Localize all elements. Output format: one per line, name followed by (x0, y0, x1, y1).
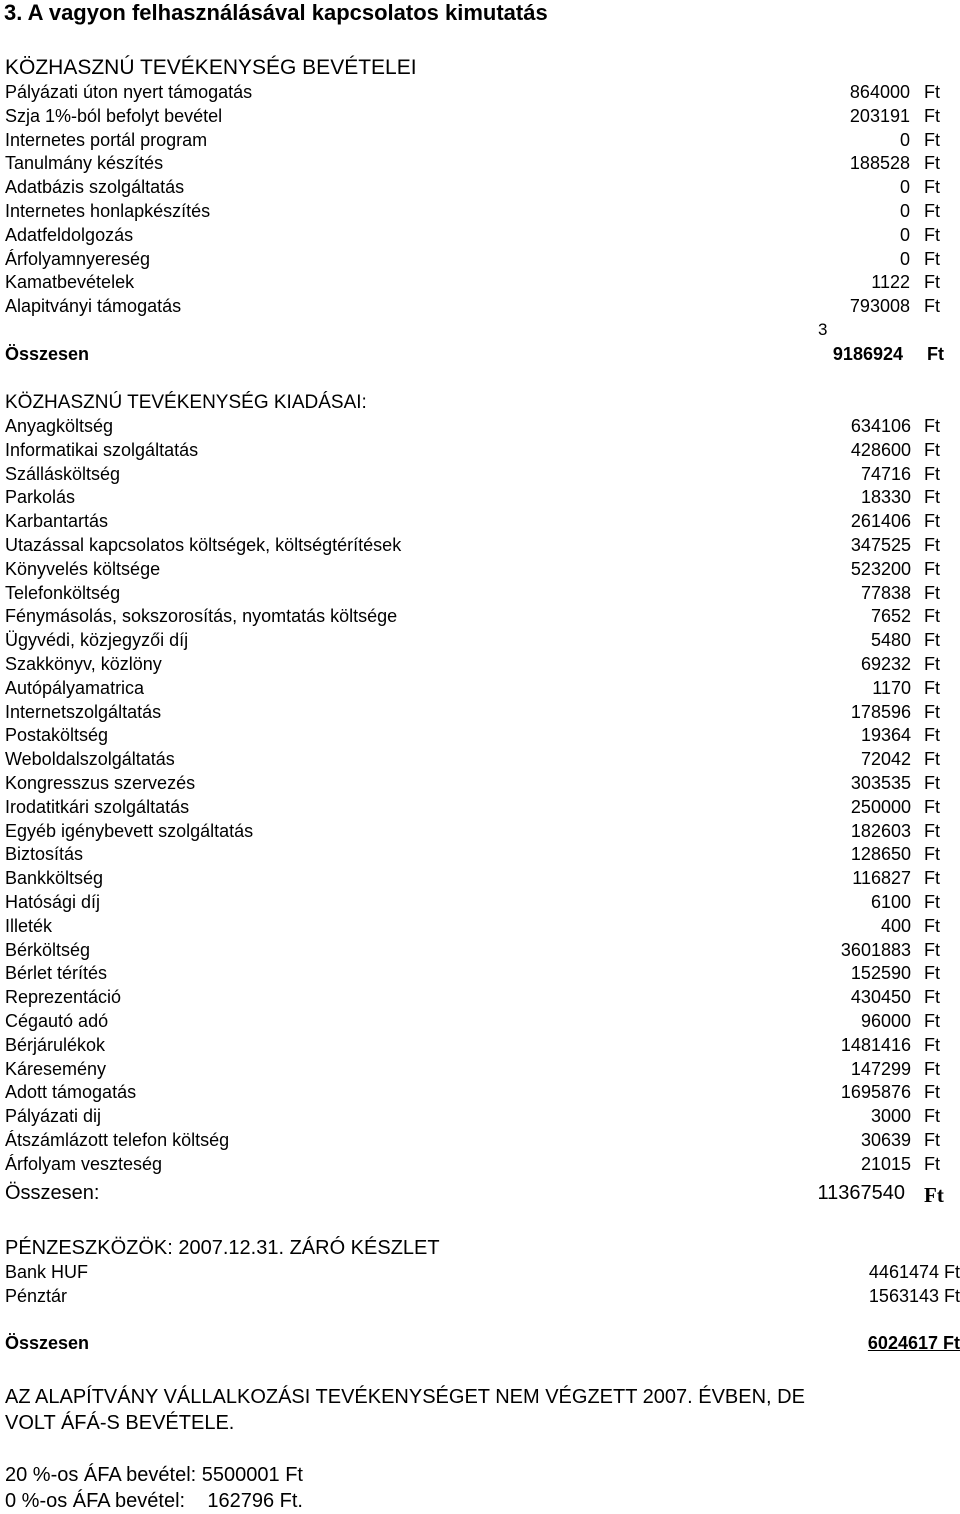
exp-row-value: 250000 (850, 796, 911, 817)
exp-row-value: 147299 (850, 1058, 911, 1079)
exp-row-label: Hatósági díj (5, 892, 101, 912)
inc-row-value: 0 (899, 129, 910, 150)
exp-row-value: 18330 (860, 487, 911, 508)
inc-row-value: 203191 (849, 105, 910, 126)
exp-row-label: Karbantartás (5, 511, 109, 532)
exp-row-label: Egyéb igénybevett szolgáltatás (5, 820, 254, 841)
expenses-total-value: 11367540 (817, 1182, 905, 1204)
expenses-total-unit: Ft (924, 1183, 944, 1207)
exp-row-label: Kongresszus szervezés (5, 773, 196, 793)
exp-row-label: Átszámlázott telefon költség (5, 1130, 230, 1150)
exp-row-unit: Ft (924, 773, 940, 793)
exp-row-label: Illeték (5, 915, 53, 936)
exp-row-label: Informatikai szolgáltatás (5, 439, 199, 460)
inc-row-label: Kamatbevételek (5, 272, 135, 293)
exp-row-unit: Ft (924, 606, 940, 627)
exp-row-label: Weboldalszolgáltatás (5, 749, 175, 770)
business-activity-note: AZ ALAPÍTVÁNY VÁLLALKOZÁSI TEVÉKENYSÉGET NEM VÉGZETT 2007. ÉVBEN, DE (5, 1386, 805, 1408)
exp-row-unit: Ft (924, 535, 940, 555)
exp-row-label: Szállásköltség (5, 463, 121, 484)
exp-row-value: 261406 (850, 511, 911, 532)
inc-row-unit: Ft (924, 129, 940, 150)
exp-row-unit: Ft (924, 1130, 940, 1150)
exp-row-unit: Ft (924, 487, 940, 508)
exp-row-value: 72042 (860, 749, 911, 770)
exp-row-label: Utazással kapcsolatos költségek, költségtérítések (5, 535, 402, 555)
exp-row-unit: Ft (924, 1058, 940, 1079)
inc-row-unit: Ft (924, 82, 940, 102)
inc-row-label: Internetes honlapkészítés (5, 201, 211, 221)
exp-row-unit: Ft (924, 630, 940, 651)
exp-row-unit: Ft (924, 868, 940, 889)
cash-row-value: 1563143 Ft (868, 1286, 960, 1306)
exp-row-unit: Ft (924, 749, 940, 770)
page-title: 3. A vagyon felhasználásával kapcsolatos kimutatás (4, 0, 548, 25)
exp-row-value: 21015 (860, 1153, 911, 1174)
exp-row-unit: Ft (924, 416, 940, 436)
inc-row-value: 188528 (849, 153, 910, 174)
inc-row-value: 0 (899, 248, 910, 269)
inc-row-value: 0 (899, 201, 910, 221)
inc-row-label: Szja 1%-ból befolyt bevétel (5, 105, 223, 126)
exp-row-unit: Ft (924, 1082, 940, 1103)
exp-row-label: Bankköltség (5, 868, 104, 889)
exp-row-label: Telefonköltség (5, 582, 121, 603)
exp-row-unit: Ft (924, 939, 940, 960)
exp-row-label: Szakkönyv, közlöny (5, 654, 162, 674)
exp-row-unit: Ft (924, 654, 940, 674)
exp-row-value: 303535 (850, 773, 911, 793)
exp-row-value: 77838 (860, 582, 911, 603)
business-activity-note-cont: VOLT ÁFÁ-S BEVÉTELE. (5, 1412, 235, 1434)
exp-row-unit: Ft (924, 558, 940, 579)
exp-row-value: 523200 (850, 558, 911, 579)
exp-row-value: 116827 (852, 868, 911, 889)
exp-row-unit: Ft (924, 820, 940, 841)
exp-row-label: Bérlet térítés (5, 963, 108, 984)
inc-row-value: 864000 (849, 82, 910, 102)
inc-row-unit: Ft (924, 224, 940, 245)
exp-row-unit: Ft (924, 677, 940, 698)
exp-row-label: Anyagköltség (5, 416, 114, 436)
income-total-label: Összesen (5, 344, 90, 364)
exp-row-value: 7652 (870, 606, 911, 627)
inc-row-unit: Ft (924, 153, 940, 174)
exp-row-value: 69232 (860, 654, 911, 674)
exp-row-value: 128650 (850, 844, 911, 865)
inc-row-label: Árfolyamnyereség (5, 248, 151, 269)
exp-row-value: 400 (880, 915, 911, 936)
exp-row-unit: Ft (924, 1011, 940, 1031)
exp-row-value: 430450 (850, 987, 911, 1008)
exp-row-unit: Ft (924, 796, 940, 817)
exp-row-label: Bérköltség (5, 939, 91, 960)
cash-total-label: Összesen (5, 1333, 90, 1353)
exp-row-label: Káresemény (5, 1058, 107, 1079)
cash-row-label: Bank HUF (5, 1262, 89, 1282)
exp-row-unit: Ft (924, 463, 940, 484)
inc-row-unit: Ft (924, 296, 940, 317)
income-wrap-digit: 3 (818, 320, 828, 339)
exp-row-unit: Ft (924, 511, 940, 532)
exp-row-value: 1481416 (840, 1034, 911, 1055)
exp-row-label: Fénymásolás, sokszorosítás, nyomtatás költsége (5, 606, 398, 627)
exp-row-value: 178596 (850, 701, 911, 722)
exp-row-label: Adott támogatás (5, 1082, 137, 1103)
exp-row-label: Internetszolgáltatás (5, 701, 162, 722)
exp-row-label: Reprezentáció (5, 987, 122, 1008)
inc-row-label: Alapitványi támogatás (5, 296, 182, 317)
inc-row-unit: Ft (924, 201, 940, 221)
exp-row-unit: Ft (924, 963, 940, 984)
expenses-total-label: Összesen: (5, 1182, 100, 1204)
exp-row-value: 30639 (860, 1130, 911, 1150)
exp-row-unit: Ft (924, 725, 940, 746)
exp-row-label: Bérjárulékok (5, 1034, 106, 1055)
exp-row-unit: Ft (924, 1106, 940, 1127)
exp-row-value: 74716 (860, 463, 911, 484)
cash-total-value: 6024617 Ft (867, 1333, 960, 1353)
exp-row-unit: Ft (924, 987, 940, 1008)
inc-row-label: Pályázati úton nyert támogatás (5, 82, 253, 102)
exp-row-unit: Ft (924, 1034, 940, 1055)
exp-row-label: Ügyvédi, közjegyzői díj (5, 630, 189, 651)
exp-row-label: Árfolyam veszteség (5, 1153, 163, 1174)
inc-row-unit: Ft (924, 272, 940, 293)
exp-row-value: 428600 (850, 439, 911, 460)
exp-row-label: Könyvelés költsége (5, 558, 161, 579)
exp-row-value: 634106 (850, 416, 911, 436)
income-total-unit: Ft (927, 344, 944, 364)
vat-20-income: 20 %-os ÁFA bevétel: 5500001 Ft (5, 1464, 303, 1486)
exp-row-value: 1695876 (840, 1082, 911, 1103)
inc-row-label: Internetes portál program (5, 129, 208, 150)
exp-row-value: 3601883 (840, 939, 911, 960)
exp-row-label: Biztosítás (5, 844, 84, 865)
exp-row-label: Pályázati dij (5, 1106, 102, 1127)
inc-row-unit: Ft (924, 177, 940, 198)
inc-row-label: Adatbázis szolgáltatás (5, 177, 185, 198)
exp-row-unit: Ft (924, 892, 940, 912)
inc-row-unit: Ft (924, 248, 940, 269)
inc-row-value: 1122 (871, 272, 910, 293)
income-total-value: 9186924 (832, 344, 903, 364)
exp-row-label: Parkolás (5, 487, 76, 508)
exp-row-unit: Ft (924, 915, 940, 936)
inc-row-value: 0 (899, 224, 910, 245)
exp-row-unit: Ft (924, 582, 940, 603)
inc-row-label: Adatfeldolgozás (5, 224, 134, 245)
inc-row-value: 0 (899, 177, 910, 198)
exp-row-label: Postaköltség (5, 725, 109, 746)
exp-row-value: 96000 (860, 1011, 911, 1031)
exp-row-value: 5480 (870, 630, 911, 651)
inc-row-label: Tanulmány készítés (5, 153, 164, 174)
cash-heading: PÉNZESZKÖZÖK: 2007.12.31. ZÁRÓ KÉSZLET (5, 1237, 440, 1259)
exp-row-label: Irodatitkári szolgáltatás (5, 796, 190, 817)
exp-row-unit: Ft (924, 439, 940, 460)
exp-row-label: Cégautó adó (5, 1011, 109, 1031)
exp-row-value: 182603 (850, 820, 911, 841)
exp-row-value: 347525 (850, 535, 911, 555)
inc-row-value: 793008 (849, 296, 910, 317)
exp-row-value: 6100 (870, 892, 911, 912)
exp-row-unit: Ft (924, 844, 940, 865)
exp-row-value: 152590 (850, 963, 911, 984)
vat-0-income: 0 %-os ÁFA bevétel: 162796 Ft. (5, 1490, 303, 1512)
exp-row-unit: Ft (924, 701, 940, 722)
exp-row-value: 3000 (870, 1106, 911, 1127)
exp-row-label: Autópályamatrica (5, 677, 145, 698)
expenses-heading: KÖZHASZNÚ TEVÉKENYSÉG KIADÁSAI: (5, 392, 367, 413)
cash-row-label: Pénztár (5, 1286, 68, 1306)
inc-row-unit: Ft (924, 105, 940, 126)
exp-row-unit: Ft (924, 1153, 940, 1174)
income-heading: KÖZHASZNÚ TEVÉKENYSÉG BEVÉTELEI (5, 56, 417, 79)
exp-row-value: 1170 (872, 677, 911, 698)
cash-row-value: 4461474 Ft (868, 1262, 960, 1282)
exp-row-value: 19364 (860, 725, 911, 746)
